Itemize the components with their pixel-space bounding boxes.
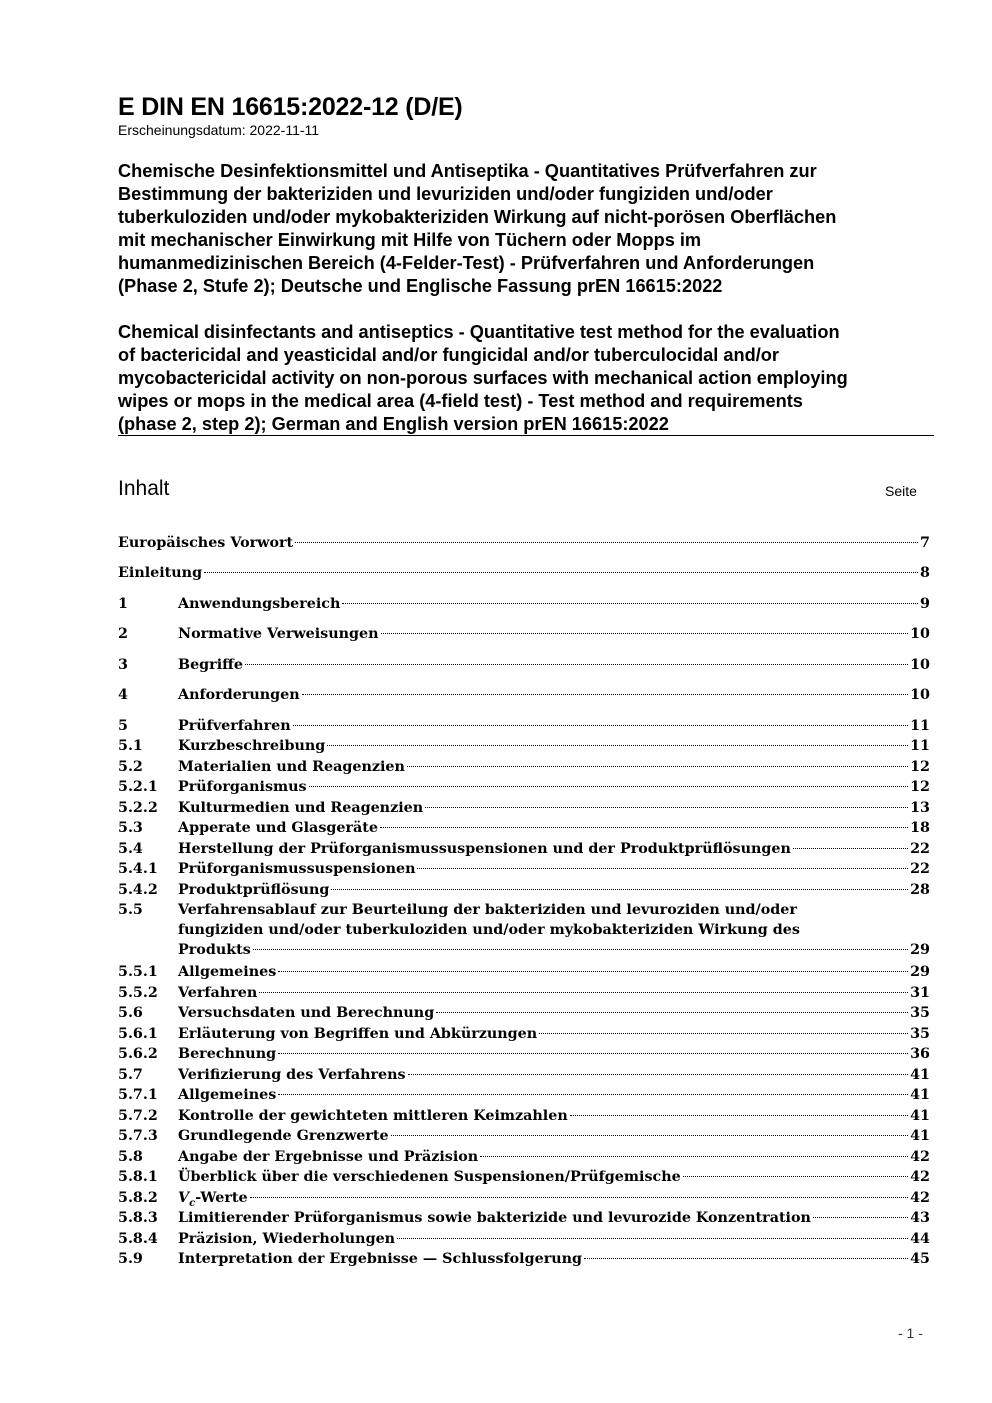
toc-dot-leader: [570, 1115, 908, 1116]
toc-entry-title: Prüforganismussuspensionen: [178, 861, 416, 877]
toc-entry-title: Versuchsdaten und Berechnung: [178, 1005, 435, 1021]
toc-entry-number: 5.2: [118, 759, 143, 775]
toc-page-column-label: Seite: [885, 483, 917, 499]
toc-entry-title: Prüfverfahren: [178, 718, 291, 734]
toc-entry-page: 44: [910, 1231, 930, 1247]
toc-dot-leader: [245, 664, 908, 665]
toc-entry-page: 41: [910, 1067, 930, 1083]
toc-entry[interactable]: [118, 736, 930, 756]
toc-entry[interactable]: [118, 594, 930, 614]
toc-entry-page: 36: [910, 1046, 930, 1062]
toc-entry-page: 13: [910, 800, 930, 816]
toc-entry-title: Grundlegende Grenzwerte: [178, 1128, 389, 1144]
toc-entry-title-line: fungiziden und/oder tuberkuloziden und/oder mykobakteriziden Wirkung des: [178, 922, 800, 938]
toc-entry-page: 22: [910, 861, 930, 877]
toc-entry-page: 42: [910, 1169, 930, 1185]
toc-dot-leader: [278, 1094, 908, 1095]
toc-entry-page: 29: [910, 964, 930, 980]
toc-dot-leader: [380, 827, 908, 828]
toc-entry-page: 28: [910, 882, 930, 898]
toc-entry-number: 5.8.1: [118, 1169, 158, 1185]
toc-entry-number: 5.8.3: [118, 1210, 158, 1226]
toc-dot-leader: [293, 725, 908, 726]
toc-entry-title: Allgemeines: [178, 1087, 277, 1103]
toc-entry[interactable]: [118, 1167, 930, 1187]
toc-entry[interactable]: [118, 685, 930, 705]
toc-dot-leader: [407, 766, 908, 767]
toc-entry[interactable]: [118, 900, 930, 960]
toc-dot-leader: [331, 889, 908, 890]
title-german: Chemische Desinfektionsmittel und Antiseptika - Quantitatives Prüfverfahren zur Bestimmung der bakteriziden und levuriziden und/oder fungiziden und/oder tuberkuloziden und/oder mykobakteriziden Wirkung auf nicht-porösen Oberflächen mit mechanischer Einwirkung mit Hilfe von Tüchern oder Mopps im humanmedizinischen Bereich (4-Felder-Test) - Prüfverfahren und Anforderungen (Phase 2, Stufe 2); Deutsche und Englische Fassung prEN 16615:2022: [118, 161, 837, 296]
toc-entry[interactable]: [118, 777, 930, 797]
toc-entry-number: 5.7.3: [118, 1128, 158, 1144]
toc-entry[interactable]: [118, 818, 930, 838]
toc-entry-number: 5.8.2: [118, 1190, 158, 1206]
page-number: - 1 -: [898, 1325, 923, 1341]
toc-entry-title: Apperate und Glasgeräte: [178, 820, 378, 836]
toc-entry[interactable]: [118, 716, 930, 736]
toc-entry[interactable]: [118, 1085, 930, 1105]
toc-dot-leader: [278, 971, 908, 972]
toc-dot-leader: [436, 1012, 908, 1013]
toc-entry[interactable]: [118, 1249, 930, 1269]
toc-entry-page: 12: [910, 779, 930, 795]
toc-dot-leader: [381, 633, 909, 634]
toc-entry[interactable]: [118, 798, 930, 818]
toc-entry-page: 35: [910, 1005, 930, 1021]
toc-entry-title: Herstellung der Prüforganismussuspensionen und der Produktprüflösungen: [178, 841, 791, 857]
toc-entry[interactable]: [118, 1188, 930, 1208]
toc-entry-title: Europäisches Vorwort: [118, 535, 294, 551]
toc-entry-number: 5.6.2: [118, 1046, 158, 1062]
toc-entry[interactable]: [118, 1003, 930, 1023]
toc-entry-title: Materialien und Reagenzien: [178, 759, 405, 775]
toc-entry[interactable]: [118, 1208, 930, 1228]
toc-entry-page: 42: [910, 1190, 930, 1206]
toc-entry-page: 9: [920, 596, 930, 612]
toc-entry-title: Kulturmedien und Reagenzien: [178, 800, 424, 816]
toc-entry-number: 5.4: [118, 841, 143, 857]
toc-entry-number: 5.5.1: [118, 964, 158, 980]
toc-entry-title: Präzision, Wiederholungen: [178, 1231, 396, 1247]
toc-entry-page: 43: [910, 1210, 930, 1226]
toc-entry-number: 1: [118, 596, 128, 612]
toc-entry-page: 42: [910, 1149, 930, 1165]
toc-entry-page: 7: [920, 535, 930, 551]
toc-dot-leader: [302, 694, 908, 695]
toc-entry[interactable]: [118, 859, 930, 879]
title-divider: [118, 435, 934, 436]
toc-entry-page: 31: [910, 985, 930, 1001]
toc-entry[interactable]: [118, 655, 930, 675]
toc-dot-leader: [391, 1135, 908, 1136]
toc-dot-leader: [253, 949, 908, 950]
toc-dot-leader: [584, 1258, 908, 1259]
publication-date: Erscheinungsdatum: 2022-11-11: [118, 122, 320, 138]
toc-dot-leader: [250, 1197, 909, 1198]
toc-entry-page: 11: [910, 738, 930, 754]
toc-entry-page: 41: [910, 1128, 930, 1144]
toc-dot-leader: [278, 1053, 908, 1054]
toc-entry-page: 22: [910, 841, 930, 857]
toc-entry-number: 5: [118, 718, 128, 734]
toc-entry-number: 5.6: [118, 1005, 143, 1021]
toc-dot-leader: [327, 745, 908, 746]
toc-entry-number: 5.7.1: [118, 1087, 158, 1103]
toc-entry[interactable]: [118, 1024, 930, 1044]
toc-entry-number: 5.6.1: [118, 1026, 158, 1042]
toc-dot-leader: [539, 1033, 908, 1034]
toc-entry-number: 5.4.1: [118, 861, 158, 877]
toc-dot-leader: [259, 992, 908, 993]
toc-entry-page: 10: [910, 626, 930, 642]
toc-entry-number: 5.5: [118, 902, 143, 918]
toc-entry-title: Allgemeines: [178, 964, 277, 980]
toc-entry-title: Verfahren: [178, 985, 258, 1001]
toc-entry-title: Kontrolle der gewichteten mittleren Keimzahlen: [178, 1108, 568, 1124]
toc-entry-title: Limitierender Prüforganismus sowie bakterizide und levurozide Konzentration: [178, 1210, 811, 1226]
toc-entry[interactable]: [118, 1065, 930, 1085]
toc-dot-leader: [425, 807, 908, 808]
toc-dot-leader: [813, 1217, 908, 1218]
toc-dot-leader: [397, 1238, 908, 1239]
toc-entry-number: 5.2.2: [118, 800, 158, 816]
toc-entry-page: 8: [920, 565, 930, 581]
toc-entry-title: Anforderungen: [178, 687, 300, 703]
toc-entry[interactable]: [118, 1229, 930, 1249]
toc-entry-page: 10: [910, 687, 930, 703]
toc-entry-page: 41: [910, 1087, 930, 1103]
toc-entry[interactable]: [118, 1106, 930, 1126]
toc-entry-number: 5.7: [118, 1067, 143, 1083]
toc-entry-title: Erläuterung von Begriffen und Abkürzungen: [178, 1026, 538, 1042]
toc-entry-title: Anwendungsbereich: [178, 596, 341, 612]
toc-entry[interactable]: [118, 533, 930, 553]
toc-entry-number: 5.3: [118, 820, 143, 836]
toc-entry-page: 45: [910, 1251, 930, 1267]
toc-entry[interactable]: [118, 839, 930, 859]
toc-entry-title: Berechnung: [178, 1046, 277, 1062]
toc-entry-title: Normative Verweisungen: [178, 626, 379, 642]
toc-entry-title-text: -Werte: [195, 1190, 248, 1206]
toc-entry-number: 3: [118, 657, 128, 673]
toc-dot-leader: [204, 572, 918, 573]
toc-dot-leader: [295, 542, 918, 543]
toc-dot-leader: [342, 603, 918, 604]
toc-entry-page: 41: [910, 1108, 930, 1124]
toc-entry-number: 5.8: [118, 1149, 143, 1165]
toc-heading: Inhalt: [118, 477, 170, 500]
toc-entry-page: 35: [910, 1026, 930, 1042]
toc-entry[interactable]: [118, 563, 930, 583]
document-id: E DIN EN 16615:2022-12 (D/E): [118, 93, 463, 121]
toc-entry-title-line: Verfahrensablauf zur Beurteilung der bakteriziden und levuroziden und/oder: [178, 902, 797, 918]
toc-entry-number: 2: [118, 626, 128, 642]
toc-entry-number: 5.5.2: [118, 985, 158, 1001]
toc-entry-title: Prüforganismus: [178, 779, 307, 795]
toc-entry-title: Begriffe: [178, 657, 243, 673]
toc-entry[interactable]: [118, 1126, 930, 1146]
toc-dot-leader: [793, 848, 908, 849]
toc-entry-number: 5.4.2: [118, 882, 158, 898]
toc-dot-leader: [417, 868, 908, 869]
toc-entry-title: Produktprüflösung: [178, 882, 330, 898]
toc-entry-number: 5.2.1: [118, 779, 158, 795]
toc-entry-page: 11: [910, 718, 930, 734]
toc-entry-title: Produkts: [178, 942, 251, 958]
toc-entry-title: Kurzbeschreibung: [178, 738, 326, 754]
toc-entry-title: Angabe der Ergebnisse und Präzision: [178, 1149, 479, 1165]
toc-dot-leader: [309, 786, 908, 787]
toc-entry[interactable]: [118, 757, 930, 777]
title-english: Chemical disinfectants and antiseptics - Quantitative test method for the evaluation of bactericidal and yeasticidal and/or fungicidal and/or tuberculocidal and/or mycobactericidal activity on non-porous surfaces with mechanical action employing wipes or mops in the medical area (4-field test) - Test method and requirements (phase 2, step 2); German and English version prEN 16615:2022: [118, 322, 848, 434]
toc-entry[interactable]: [118, 1147, 930, 1167]
toc-entry-page: 29: [910, 942, 930, 958]
toc-entry-page: 18: [910, 820, 930, 836]
toc-entry-title-symbol: V: [178, 1190, 190, 1206]
toc-entry-title: Interpretation der Ergebnisse — Schlussfolgerung: [178, 1251, 583, 1267]
toc-dot-leader: [480, 1156, 908, 1157]
toc-entry-number: 5.7.2: [118, 1108, 158, 1124]
toc-dot-leader: [683, 1176, 908, 1177]
toc-entry-page: 12: [910, 759, 930, 775]
toc-entry-number: 5.1: [118, 738, 143, 754]
toc-entry[interactable]: [118, 1044, 930, 1064]
toc-entry-title: Überblick über die verschiedenen Suspensionen/Prüfgemische: [178, 1169, 681, 1185]
toc-entry[interactable]: [118, 880, 930, 900]
toc-entry-title: Einleitung: [118, 565, 203, 581]
toc-entry-title-subscript: c: [189, 1197, 196, 1209]
toc-entry[interactable]: [118, 624, 930, 644]
toc-entry-title: Verifizierung des Verfahrens: [178, 1067, 406, 1083]
toc-entry-number: 5.8.4: [118, 1231, 158, 1247]
toc-entry-page: 10: [910, 657, 930, 673]
toc-entry[interactable]: [118, 962, 930, 982]
toc-entry-number: 4: [118, 687, 128, 703]
toc-entry[interactable]: [118, 983, 930, 1003]
toc-entry-number: 5.9: [118, 1251, 143, 1267]
toc-dot-leader: [408, 1074, 909, 1075]
